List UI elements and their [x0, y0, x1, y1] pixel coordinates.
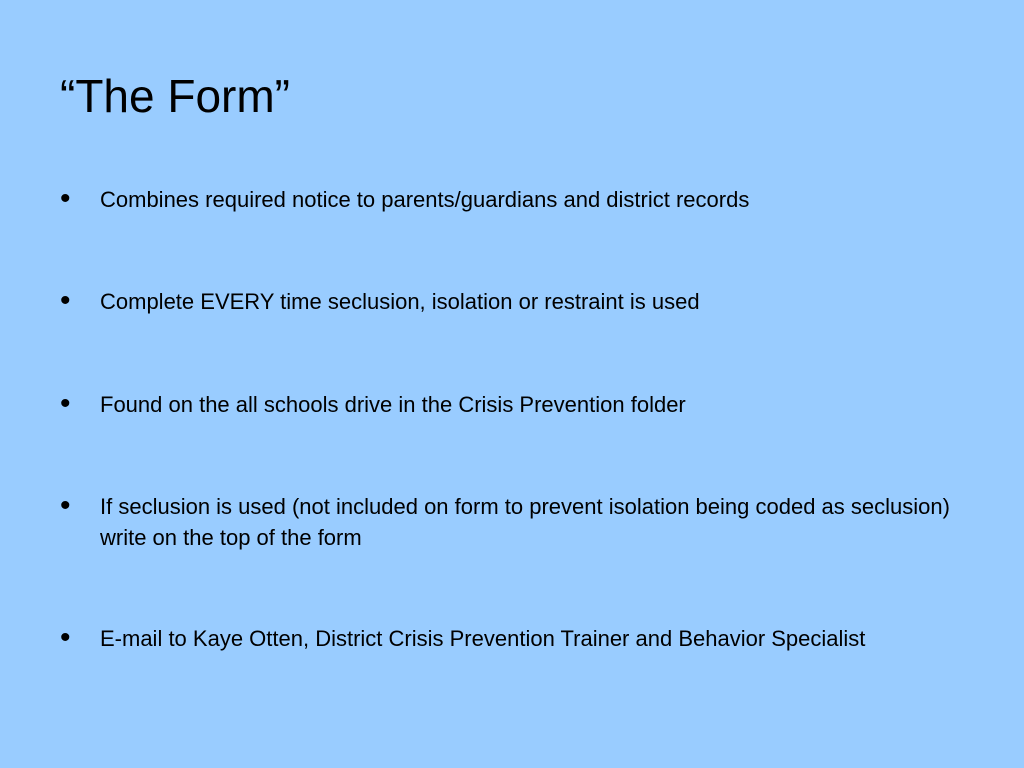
- bullet-item: [58, 623, 958, 654]
- bullet-dot-icon: •: [60, 489, 71, 522]
- bullet-dot-icon: •: [60, 182, 71, 215]
- bullet-text: Complete EVERY time seclusion, isolation or restraint is used: [100, 289, 700, 314]
- slide-title: “The Form”: [60, 70, 290, 122]
- bullet-list: [58, 184, 958, 654]
- bullet-dot-icon: •: [60, 284, 71, 317]
- bullet-item: [58, 389, 958, 420]
- bullet-dot-icon: •: [60, 387, 71, 420]
- bullet-dot-icon: •: [60, 621, 71, 654]
- bullet-text: Found on the all schools drive in the Crisis Prevention folder: [100, 392, 686, 417]
- bullet-text: E-mail to Kaye Otten, District Crisis Prevention Trainer and Behavior Specialist: [100, 626, 866, 651]
- bullet-item: [58, 184, 958, 215]
- bullet-item: [58, 286, 958, 317]
- bullet-item: [58, 491, 958, 553]
- bullet-text: If seclusion is used (not included on form to prevent isolation being coded as seclusion) write on the top of the form: [100, 494, 950, 550]
- bullet-text: Combines required notice to parents/guardians and district records: [100, 187, 750, 212]
